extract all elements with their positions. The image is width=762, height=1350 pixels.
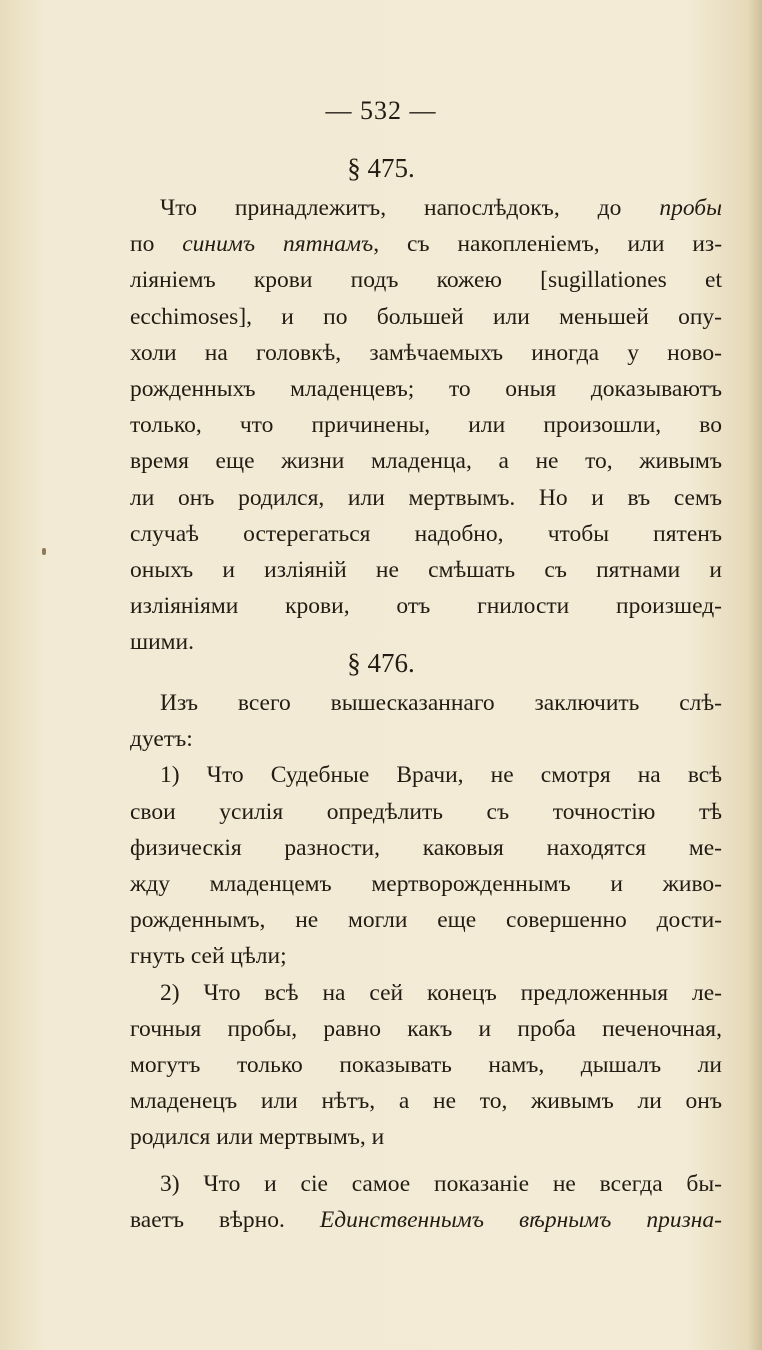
text-run: оныхъ и изліяній не смѣшать съ пятнами и (130, 557, 722, 583)
text-run: Что принадлежитъ, напослѣдокъ, до (160, 195, 660, 221)
text-line (160, 190, 722, 226)
text-line (130, 335, 722, 371)
text-line (130, 1011, 722, 1047)
text-run: время еще жизни младенца, а не то, живымъ (130, 448, 722, 475)
text-run: ліяніемъ крови подъ кожею [sugillationes et (130, 267, 722, 294)
text-line (130, 443, 722, 479)
italic-run: пробы (659, 195, 722, 221)
text-line (130, 407, 722, 443)
text-run: младенецъ или нѣтъ, а не то, живымъ ли онъ (130, 1088, 722, 1115)
text-line (130, 1083, 722, 1119)
text-run: родился или мертвымъ, и (130, 1124, 385, 1151)
text-run: ли онъ родился, или мертвымъ. Но и въ семъ (130, 484, 722, 511)
text-run: физическія разности, каковыя находятся ме- (130, 834, 722, 861)
text-line (130, 1119, 722, 1155)
text-line (130, 552, 722, 588)
text-run: рожденныхъ младенцевъ; то оныя доказываютъ (130, 376, 722, 402)
text-line (130, 794, 722, 830)
text-line (160, 685, 722, 721)
text-run: рожденнымъ, не могли еще совершенно дости- (130, 907, 722, 934)
text-run: жду младенцемъ мертворожденнымъ и живо- (130, 871, 722, 897)
text-line (160, 757, 722, 793)
text-run: дуетъ: (130, 726, 193, 753)
text-line (130, 1047, 722, 1083)
text-line (130, 1202, 722, 1238)
text-line (130, 371, 722, 407)
text-line (130, 866, 722, 902)
text-line (130, 516, 722, 552)
text-run: свои усилія опредѣлить съ точностію тѣ (130, 798, 722, 825)
text-run: холи на головкѣ, замѣчаемыхъ иногда у ново- (130, 339, 722, 366)
text-line (130, 262, 722, 298)
italic-run: Единственнымъ вѣрнымъ призна- (319, 1206, 722, 1233)
text-run: только, что причинены, или произошли, во (130, 412, 722, 439)
text-line (130, 902, 722, 938)
text-run: шими. (130, 629, 194, 656)
text-run: Изъ всего вышесказаннаго заключить слѣ- (160, 690, 722, 716)
text-run: случаѣ остерегаться надобно, чтобы пятенъ (130, 520, 722, 547)
text-line (130, 938, 722, 974)
text-line (130, 299, 722, 335)
text-run: гочныя пробы, равно какъ и проба печеночная, (130, 1015, 722, 1042)
text-line (130, 721, 722, 757)
page-number: — 532 — (325, 96, 437, 125)
text-line (160, 975, 722, 1011)
paper-speck (42, 548, 46, 555)
text-line (130, 830, 722, 866)
text-line (130, 480, 722, 516)
text-run: 3) Что и сіе самое показаніе не всегда бы- (160, 1170, 722, 1197)
text-line (130, 226, 722, 262)
text-run: могутъ только показывать намъ, дышалъ ли (130, 1052, 722, 1078)
section-heading-476: § 476. (347, 648, 415, 678)
text-run: гнуть сей цѣли; (130, 943, 287, 970)
text-run: 2) Что всѣ на сей конецъ предложенныя ле- (160, 979, 722, 1006)
text-run: ecchimoses], и по большей или меньшей опу- (130, 303, 722, 330)
text-run: , съ накопленіемъ, или из- (373, 231, 723, 258)
text-run: изліяніями крови, отъ гнилости произшед- (130, 593, 722, 620)
italic-run: синимъ пятнамъ (182, 231, 374, 258)
section-heading-475: § 475. (347, 153, 415, 183)
text-line (160, 1166, 722, 1202)
text-run: 1) Что Судебные Врачи, не смотря на всѣ (160, 762, 722, 789)
text-run: ваетъ вѣрно. (130, 1206, 320, 1233)
text-run: по (130, 231, 183, 258)
text-line (130, 588, 722, 624)
